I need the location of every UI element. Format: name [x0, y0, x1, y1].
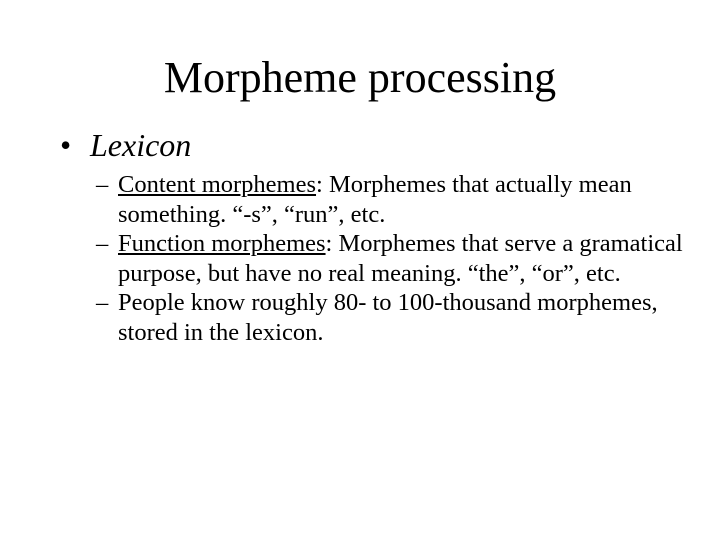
sub-bullet-morpheme-count — [96, 288, 686, 347]
definition-text: : Morphemes that actually mean something. “-s”, “run”, etc. — [118, 171, 632, 228]
sub-bullet-list — [96, 170, 686, 347]
slide-title: Morpheme processing — [163, 53, 557, 102]
definition-text: : Morphemes that serve a gramatical purpose, but have no real meaning. “the”, “or”, etc. — [118, 230, 683, 287]
dash-marker: – — [96, 289, 109, 316]
term-function-morphemes: Function morphemes — [118, 230, 326, 257]
statement-text: People know roughly 80- to 100-thousand morphemes, stored in the lexicon. — [118, 289, 658, 346]
sub-bullet-function-morphemes — [96, 229, 686, 288]
sub-bullet-content-morphemes — [96, 170, 686, 229]
dash-marker: – — [96, 171, 109, 198]
dash-marker: – — [96, 230, 109, 257]
term-content-morphemes: Content morphemes — [118, 171, 317, 198]
bullet-marker: • — [60, 127, 72, 163]
bullet-lexicon — [60, 126, 191, 164]
bullet-label: Lexicon — [90, 127, 192, 163]
